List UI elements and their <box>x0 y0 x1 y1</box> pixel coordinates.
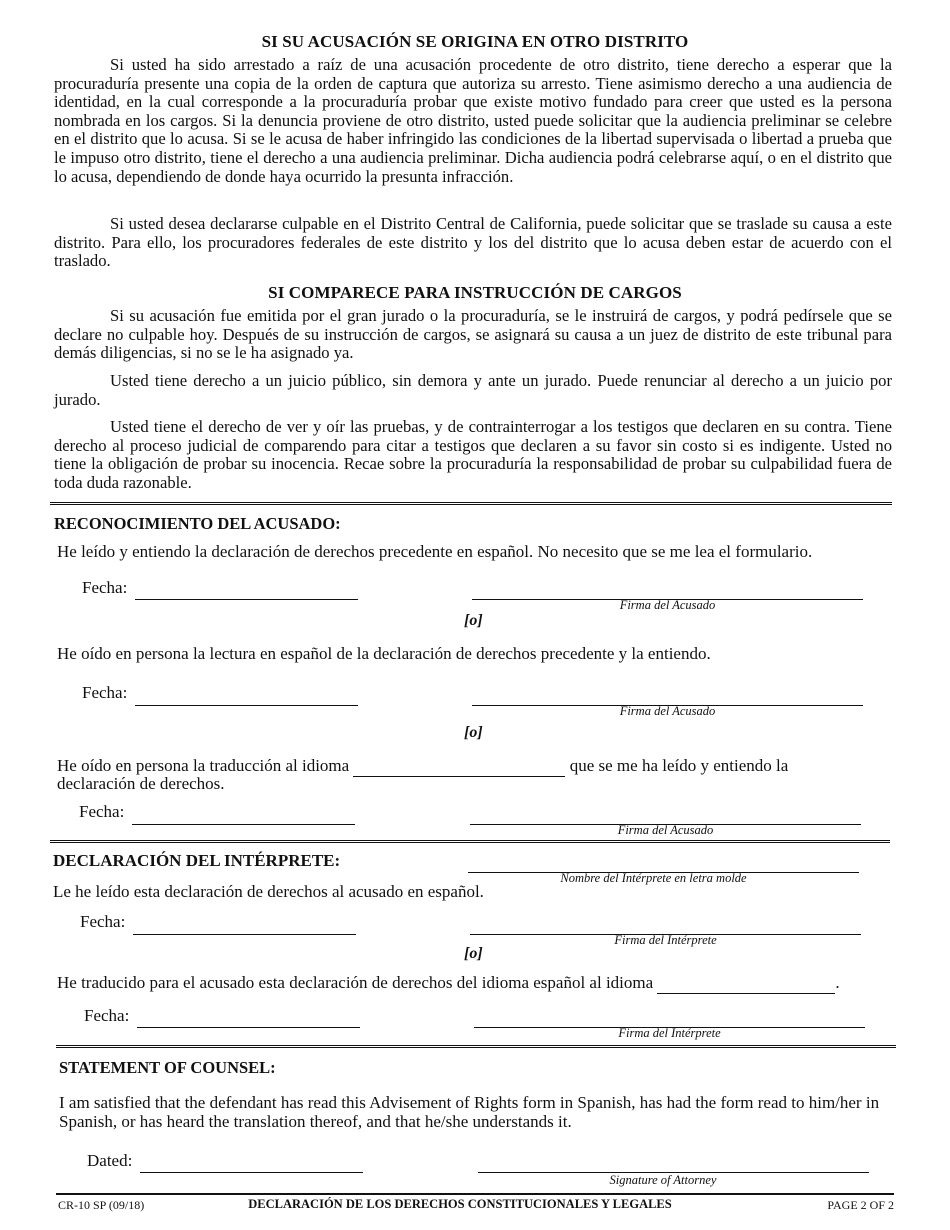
or-label: [o] <box>464 612 483 629</box>
dated-label: Dated: <box>87 1151 133 1170</box>
acknowledgment-statement-2: He oído en persona la lectura en español de la declaración de derechos precedente y la entiendo. <box>57 644 711 663</box>
divider-double <box>56 1045 896 1048</box>
interpreter-statement-2: He traducido para el acusado esta declaración de derechos del idioma español al idioma . <box>57 973 840 992</box>
section-heading-otro-distrito: SI SU ACUSACIÓN SE ORIGINA EN OTRO DISTRITO <box>261 32 689 51</box>
signature-caption: Firma del Acusado <box>619 704 716 718</box>
date-label: Fecha: <box>80 912 126 931</box>
interpreter-title: DECLARACIÓN DEL INTÉRPRETE: <box>53 851 341 870</box>
acknowledgment-title: RECONOCIMIENTO DEL ACUSADO: <box>54 514 341 533</box>
paragraph-otro-distrito-1: Si usted ha sido arrestado a raíz de una acusación procedente de otro distrito, tiene derecho a esperar que la procuraduría presente una copia de la orden de captura que autoriza su arresto. Tiene asimismo derecho a una audiencia de identidad, en la cual corresponde a la procuraduría probar que existe motivo fundado para creer que usted es la persona nombrada en los cargos. Si la denuncia proviene de otro distrito, usted puede solicitar que la audiencia preliminar se celebre en el distrito que lo acusa. Si se le acusa de haber infringido las condiciones de la libertad supervisada o libertad a prueba que le impuso otro distrito, tiene el derecho a una audiencia preliminar. Dicha audiencia podrá celebrarse aquí, o en el distrito que lo acusa, dependiendo de donde haya ocurrido la presunta infracción. <box>54 55 892 186</box>
paragraph-otro-distrito-2: Si usted desea declararse culpable en el Distrito Central de California, puede solicitar que se traslade su causa a este distrito. Para ello, los procuradores federales de este distrito y los del distrito que lo acusa deben estar de acuerdo con el traslado. <box>54 214 892 271</box>
page-number: PAGE 2 OF 2 <box>827 1198 894 1212</box>
interpreter-statement-2-text: He traducido para el acusado esta declaración de derechos del idioma español al idioma <box>57 973 654 992</box>
statement-3-after: que se me ha leído y entiendo la <box>569 756 789 775</box>
paragraph-instruccion-1: Si su acusación fue emitida por el gran jurado o la procuraduría, se le instruirá de cargos, y podrá pedírsele que se declare no culpable hoy. Después de su instrucción de cargos, se asignará su causa a un juez de distrito de este tribunal para demás diligencias, si no se le ha asignado ya. <box>54 306 892 363</box>
date-field[interactable] <box>135 599 358 600</box>
paragraph-instruccion-2: Usted tiene derecho a un juicio público, sin demora y ante un jurado. Puede renunciar al derecho a un juicio por jurado. <box>54 371 892 409</box>
signature-caption: Firma del Intérprete <box>614 933 717 947</box>
counsel-title: STATEMENT OF COUNSEL: <box>59 1058 276 1077</box>
interpreter-statement-1: Le he leído esta declaración de derechos al acusado en español. <box>53 882 484 901</box>
form-code: CR-10 SP (09/18) <box>58 1198 145 1212</box>
interpreter-name-caption: Nombre del Intérprete en letra molde <box>560 871 747 885</box>
language-field[interactable] <box>353 756 565 777</box>
footer-title: DECLARACIÓN DE LOS DERECHOS CONSTITUCIONALES Y LEGALES <box>248 1197 672 1211</box>
paragraph-instruccion-3: Usted tiene el derecho de ver y oír las pruebas, y de contrainterrogar a los testigos que declaren en su contra. Tiene derecho al proceso judicial de comparendo para citar a testigos que declaren a su favor sin costo si es indigente. Usted no tiene la obligación de probar su inocencia. Recae sobre la procuraduría la responsabilidad de probar su culpabilidad fuera de toda duda razonable. <box>54 417 892 492</box>
date-field[interactable] <box>140 1172 363 1173</box>
date-field[interactable] <box>133 934 356 935</box>
attorney-signature-caption: Signature of Attorney <box>609 1173 717 1187</box>
date-label: Fecha: <box>79 802 125 821</box>
signature-caption: Firma del Acusado <box>619 598 716 612</box>
date-label: Fecha: <box>82 683 128 702</box>
acknowledgment-statement-1: He leído y entiendo la declaración de derechos precedente en español. No necesito que se me lea el formulario. <box>57 542 813 561</box>
date-label: Fecha: <box>84 1006 130 1025</box>
signature-caption: Firma del Acusado <box>617 823 714 837</box>
or-label: [o] <box>464 945 483 962</box>
counsel-statement: I am satisfied that the defendant has read this Advisement of Rights form in Spanish, has had the form read to him/her in Spanish, or has heard the translation thereof, and that he/she understands it. <box>59 1093 880 1131</box>
acknowledgment-statement-3-line2: declaración de derechos. <box>57 774 225 793</box>
section-heading-instruccion-cargos: SI COMPARECE PARA INSTRUCCIÓN DE CARGOS <box>268 283 682 302</box>
language-field[interactable] <box>657 973 835 994</box>
date-field[interactable] <box>132 824 355 825</box>
statement-3-before: He oído en persona la traducción al idioma <box>57 756 350 775</box>
divider-double <box>50 840 890 843</box>
or-label: [o] <box>464 724 483 741</box>
signature-caption: Firma del Intérprete <box>618 1026 721 1040</box>
date-field[interactable] <box>135 705 358 706</box>
divider-double <box>50 502 892 505</box>
footer-rule <box>56 1193 894 1195</box>
date-field[interactable] <box>137 1027 360 1028</box>
date-label: Fecha: <box>82 578 128 597</box>
